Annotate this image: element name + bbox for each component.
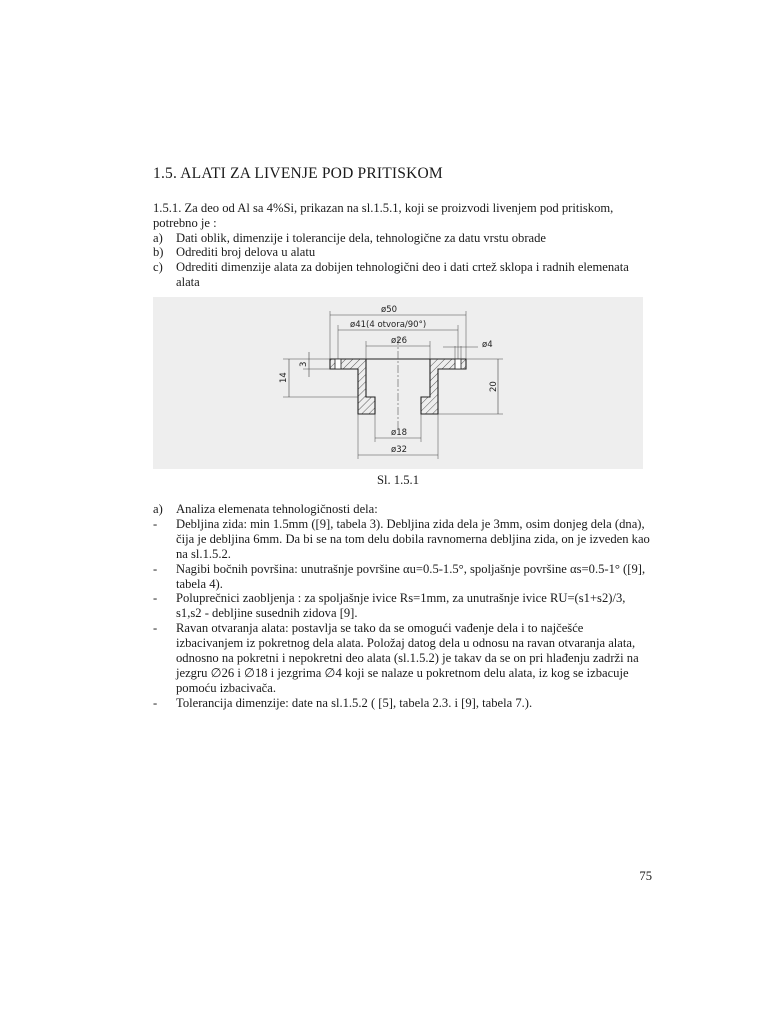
list-item: - Nagibi bočnih površina: unutrašnje površine αu=0.5-1.5°, spoljašnje površine αs=0.5-1° ([9], tabela 4). [153,561,646,591]
technical-drawing [153,297,643,469]
analysis-heading: a) Analiza elemenata tehnologičnosti dela: [153,502,378,516]
list-item: a) Dati oblik, dimenzije i tolerancije dela, tehnologične za datu vrstu obrade [153,230,546,245]
intro-block [153,201,653,290]
list-item: - Poluprečnici zaobljenja : za spoljašnje ivice Rs=1mm, za unutrašnje ivice RU=(s1+s2)/3, s1,s2 - debljine susednih zidova [9]. [153,591,626,621]
analysis-block [153,502,653,711]
dim-h3: 3 [299,361,309,367]
list-item: - Ravan otvaranja alata: postavlja se tako da se omogući vađenje dela i to najčešće izbacivanjem iz pokretnog dela alata. Položaj datog dela u odnosu na ravan otvaranja alata, odnosno na pokretni i nepokretni deo alata (sl.1.5.2) je takav da se on pri hlađenju zadrži na jezgru ∅26 i ∅18 i jezgrima ∅4 koji se nalaze u pokretnom delu alata, iz kog se izbacuje pomoću izbacivača. [153,621,639,695]
list-item: - Tolerancija dimenzije: date na sl.1.5.2 ( [5], tabela 2.3. i [9], tabela 7.). [153,695,533,710]
intro-paragraph: 1.5.1. Za deo od Al sa 4%Si, prikazan na sl.1.5.1, koji se proizvodi livenjem pod pritiskom, potrebno je : [153,201,614,230]
section-title: 1.5. ALATI ZA LIVENJE POD PRITISKOM [153,165,443,182]
dim-h14: 14 [279,372,289,383]
list-item: b) Odrediti broj delova u alatu [153,245,316,260]
dim-d18: ø18 [391,428,408,438]
list-item: - Debljina zida: min 1.5mm ([9], tabela 3). Debljina zida dela je 3mm, osim donjeg dela (dna), čija je debljina 6mm. Da bi se na tom delu dobila ravnomerna debljina zida, on je izveden kao na sl.1.5.2. [153,516,650,561]
dim-d50: ø50 [381,305,398,315]
dim-d26: ø26 [391,336,408,346]
dim-h20: 20 [489,381,499,392]
page-number: 75 [639,869,652,883]
dim-d41: ø41(4 otvora/90°) [350,320,427,330]
part-cross-section-drawing [153,297,643,469]
dim-d32: ø32 [391,445,408,455]
list-item: c) Odrediti dimenzije alata za dobijen tehnologični deo i dati crtež sklopa i radnih elemenata alata [153,260,629,289]
figure-caption: Sl. 1.5.1 [377,473,419,487]
dim-d4: ø4 [482,340,493,350]
